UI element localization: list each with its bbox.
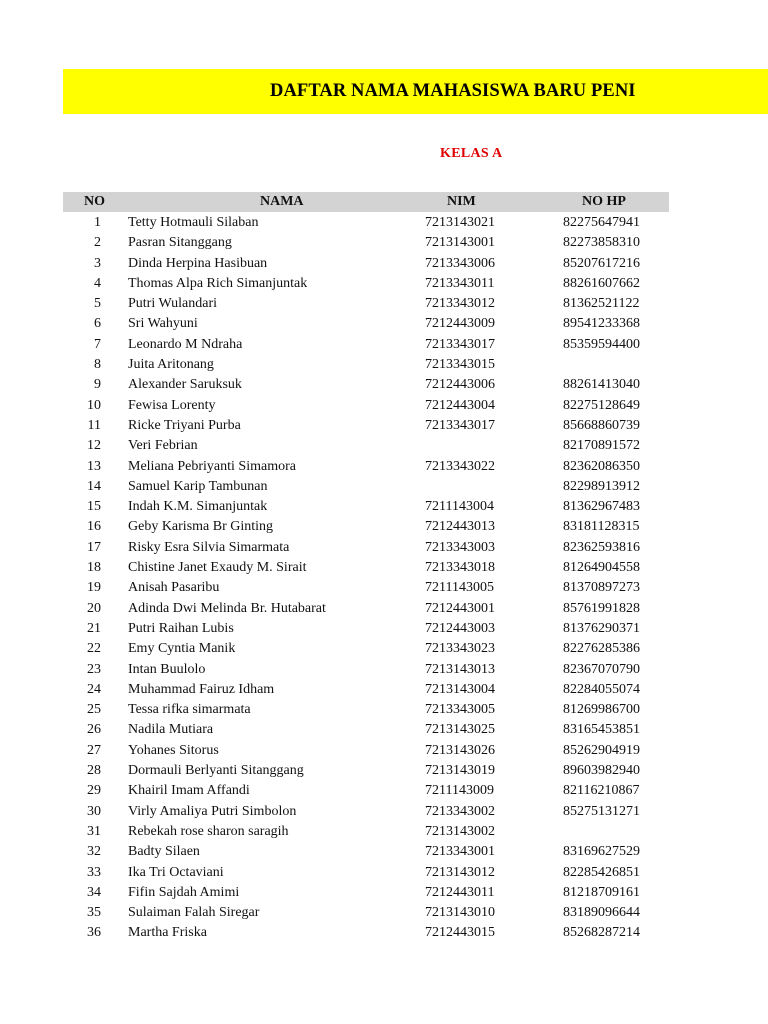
table-row — [63, 517, 669, 537]
student-name: Putri Raihan Lubis — [128, 620, 234, 636]
column-header-no: NO — [84, 194, 105, 209]
column-header-hp: NO HP — [582, 194, 626, 209]
student-nim: 7213343018 — [425, 560, 495, 576]
student-nim: 7212443013 — [425, 519, 495, 535]
student-name: Sulaiman Falah Siregar — [128, 905, 260, 921]
table-row — [63, 335, 669, 355]
student-phone: 82275647941 — [563, 215, 640, 230]
student-nim: 7213343017 — [425, 417, 495, 433]
row-number: 4 — [94, 275, 101, 291]
student-name: Indah K.M. Simanjuntak — [128, 499, 268, 515]
student-nim: 7213143019 — [425, 763, 495, 779]
student-nim: 7213143001 — [425, 235, 495, 251]
row-number: 20 — [87, 600, 101, 616]
column-header-nama: NAMA — [260, 194, 304, 209]
table-row — [63, 863, 669, 883]
student-nim: 7213343001 — [425, 844, 495, 860]
student-phone: 85268287214 — [563, 925, 640, 941]
student-name: Intan Buulolo — [128, 661, 206, 677]
student-nim: 7213143026 — [425, 742, 495, 758]
row-number: 34 — [87, 884, 101, 900]
student-name: Badty Silaen — [128, 844, 200, 860]
table-row — [63, 314, 669, 334]
student-name: Geby Karisma Br Ginting — [128, 519, 274, 535]
student-name: Samuel Karip Tambunan — [128, 478, 268, 494]
row-number: 21 — [87, 620, 101, 636]
table-row — [63, 903, 669, 923]
student-nim: 7213143010 — [425, 905, 495, 921]
student-phone: 85359594400 — [563, 336, 640, 352]
student-phone: 82362086350 — [563, 458, 640, 474]
row-number: 9 — [94, 377, 101, 393]
student-phone: 82284055074 — [563, 681, 640, 697]
row-number: 17 — [87, 539, 101, 555]
student-name: Tessa rifka simarmata — [128, 702, 251, 718]
page-title: DAFTAR NAMA MAHASISWA BARU PENI — [270, 81, 636, 101]
student-table-body — [63, 213, 669, 944]
student-phone: 88261413040 — [563, 377, 640, 393]
student-phone: 85262904919 — [563, 742, 640, 758]
student-name: Pasran Sitanggang — [128, 235, 232, 251]
table-row — [63, 599, 669, 619]
student-nim: 7213343011 — [425, 275, 495, 291]
row-number: 28 — [87, 763, 101, 779]
student-name: Rebekah rose sharon saragih — [128, 823, 289, 839]
table-row — [63, 923, 669, 943]
student-name: Nadila Mutiara — [128, 722, 214, 738]
student-name: Ricke Triyani Purba — [128, 417, 241, 433]
row-number: 16 — [87, 519, 101, 535]
student-nim: 7212443011 — [425, 884, 495, 900]
column-header-nim: NIM — [447, 194, 476, 209]
student-phone: 81370897273 — [563, 580, 640, 596]
table-row — [63, 436, 669, 456]
class-label: KELAS A — [440, 146, 503, 161]
table-row — [63, 274, 669, 294]
row-number: 13 — [87, 458, 101, 474]
table-row — [63, 660, 669, 680]
row-number: 26 — [87, 722, 101, 738]
student-nim: 7212443001 — [425, 600, 495, 616]
table-row — [63, 396, 669, 416]
student-name: Risky Esra Silvia Simarmata — [128, 539, 290, 555]
student-name: Veri Febrian — [128, 438, 198, 454]
student-nim: 7213143013 — [425, 661, 495, 677]
row-number: 30 — [87, 803, 101, 819]
student-phone: 81264904558 — [563, 560, 640, 576]
student-name: Tetty Hotmauli Silaban — [128, 215, 259, 230]
row-number: 23 — [87, 661, 101, 677]
student-name: Leonardo M Ndraha — [128, 336, 243, 352]
table-row — [63, 741, 669, 761]
table-row — [63, 558, 669, 578]
student-phone: 85761991828 — [563, 600, 640, 616]
student-nim: 7213143002 — [425, 823, 495, 839]
student-name: Emy Cyntia Manik — [128, 641, 236, 657]
table-header — [63, 192, 669, 212]
table-row — [63, 213, 669, 233]
student-nim: 7213343015 — [425, 357, 495, 373]
student-nim: 7211143004 — [425, 499, 494, 515]
student-phone: 81376290371 — [563, 620, 640, 636]
student-phone: 81362967483 — [563, 499, 640, 515]
student-name: Dormauli Berlyanti Sitanggang — [128, 763, 304, 779]
table-row — [63, 781, 669, 801]
row-number: 15 — [87, 499, 101, 515]
row-number: 12 — [87, 438, 101, 454]
title-band — [63, 69, 768, 114]
student-name: Putri Wulandari — [128, 296, 217, 312]
student-phone: 85668860739 — [563, 417, 640, 433]
row-number: 24 — [87, 681, 101, 697]
table-row — [63, 619, 669, 639]
student-phone: 83169627529 — [563, 844, 640, 860]
row-number: 33 — [87, 864, 101, 880]
table-row — [63, 720, 669, 740]
student-phone: 81218709161 — [563, 884, 640, 900]
row-number: 36 — [87, 925, 101, 941]
table-row — [63, 802, 669, 822]
student-phone: 81362521122 — [563, 296, 640, 312]
student-phone: 89541233368 — [563, 316, 640, 332]
row-number: 14 — [87, 478, 101, 494]
student-name: Alexander Saruksuk — [128, 377, 242, 393]
student-nim: 7213343005 — [425, 702, 495, 718]
table-row — [63, 578, 669, 598]
table-row — [63, 761, 669, 781]
student-nim: 7212443003 — [425, 620, 495, 636]
student-name: Sri Wahyuni — [128, 316, 198, 332]
student-nim: 7213343017 — [425, 336, 495, 352]
table-row — [63, 254, 669, 274]
student-phone: 82273858310 — [563, 235, 640, 251]
row-number: 5 — [94, 296, 101, 312]
row-number: 8 — [94, 357, 101, 373]
table-row — [63, 375, 669, 395]
student-nim: 7213343006 — [425, 255, 495, 271]
student-name: Anisah Pasaribu — [128, 580, 220, 596]
student-phone: 82285426851 — [563, 864, 640, 880]
student-name: Chistine Janet Exaudy M. Sirait — [128, 560, 307, 576]
table-row — [63, 700, 669, 720]
row-number: 31 — [87, 823, 101, 839]
student-name: Fewisa Lorenty — [128, 397, 216, 413]
table-row — [63, 457, 669, 477]
row-number: 11 — [87, 417, 101, 433]
student-nim: 7213343023 — [425, 641, 495, 657]
student-phone: 82362593816 — [563, 539, 640, 555]
row-number: 29 — [87, 783, 101, 799]
student-name: Ika Tri Octaviani — [128, 864, 224, 880]
table-row — [63, 416, 669, 436]
row-number: 1 — [94, 215, 101, 230]
table-row — [63, 680, 669, 700]
student-nim: 7213143004 — [425, 681, 495, 697]
row-number: 35 — [87, 905, 101, 921]
row-number: 27 — [87, 742, 101, 758]
row-number: 32 — [87, 844, 101, 860]
student-nim: 7213343002 — [425, 803, 495, 819]
student-nim: 7213343003 — [425, 539, 495, 555]
student-nim: 7212443015 — [425, 925, 495, 941]
student-nim: 7213343012 — [425, 296, 495, 312]
student-phone: 85207617216 — [563, 255, 640, 271]
row-number: 2 — [94, 235, 101, 251]
student-phone: 82367070790 — [563, 661, 640, 677]
student-name: Fifin Sajdah Amimi — [128, 884, 240, 900]
student-name: Khairil Imam Affandi — [128, 783, 250, 799]
student-phone: 83189096644 — [563, 905, 640, 921]
student-phone: 82116210867 — [563, 783, 640, 799]
student-phone: 82276285386 — [563, 641, 640, 657]
student-nim: 7213143025 — [425, 722, 495, 738]
row-number: 10 — [87, 397, 101, 413]
row-number: 3 — [94, 255, 101, 271]
table-row — [63, 842, 669, 862]
student-nim: 7211143005 — [425, 580, 494, 596]
student-phone: 89603982940 — [563, 763, 640, 779]
student-phone: 85275131271 — [563, 803, 640, 819]
row-number: 18 — [87, 560, 101, 576]
student-phone: 83181128315 — [563, 519, 640, 535]
table-row — [63, 497, 669, 517]
row-number: 19 — [87, 580, 101, 596]
table-row — [63, 355, 669, 375]
student-nim: 7212443006 — [425, 377, 495, 393]
student-phone: 82170891572 — [563, 438, 640, 454]
student-name: Martha Friska — [128, 925, 207, 941]
table-row — [63, 822, 669, 842]
student-phone: 88261607662 — [563, 275, 640, 291]
student-nim: 7212443009 — [425, 316, 495, 332]
student-phone: 83165453851 — [563, 722, 640, 738]
row-number: 6 — [94, 316, 101, 332]
student-nim: 7213143021 — [425, 215, 495, 230]
row-number: 22 — [87, 641, 101, 657]
student-name: Yohanes Sitorus — [128, 742, 219, 758]
table-row — [63, 477, 669, 497]
student-name: Adinda Dwi Melinda Br. Hutabarat — [128, 600, 326, 616]
table-row — [63, 883, 669, 903]
student-nim: 7211143009 — [425, 783, 494, 799]
student-name: Juita Aritonang — [128, 357, 214, 373]
student-name: Thomas Alpa Rich Simanjuntak — [128, 275, 308, 291]
student-phone: 82298913912 — [563, 478, 640, 494]
table-row — [63, 294, 669, 314]
student-nim: 7212443004 — [425, 397, 495, 413]
student-nim: 7213343022 — [425, 458, 495, 474]
student-phone: 82275128649 — [563, 397, 640, 413]
student-phone: 81269986700 — [563, 702, 640, 718]
table-row — [63, 233, 669, 253]
table-row — [63, 639, 669, 659]
student-name: Virly Amaliya Putri Simbolon — [128, 803, 297, 819]
student-name: Meliana Pebriyanti Simamora — [128, 458, 296, 474]
table-row — [63, 538, 669, 558]
student-name: Muhammad Fairuz Idham — [128, 681, 275, 697]
student-name: Dinda Herpina Hasibuan — [128, 255, 268, 271]
student-nim: 7213143012 — [425, 864, 495, 880]
row-number: 25 — [87, 702, 101, 718]
row-number: 7 — [94, 336, 101, 352]
